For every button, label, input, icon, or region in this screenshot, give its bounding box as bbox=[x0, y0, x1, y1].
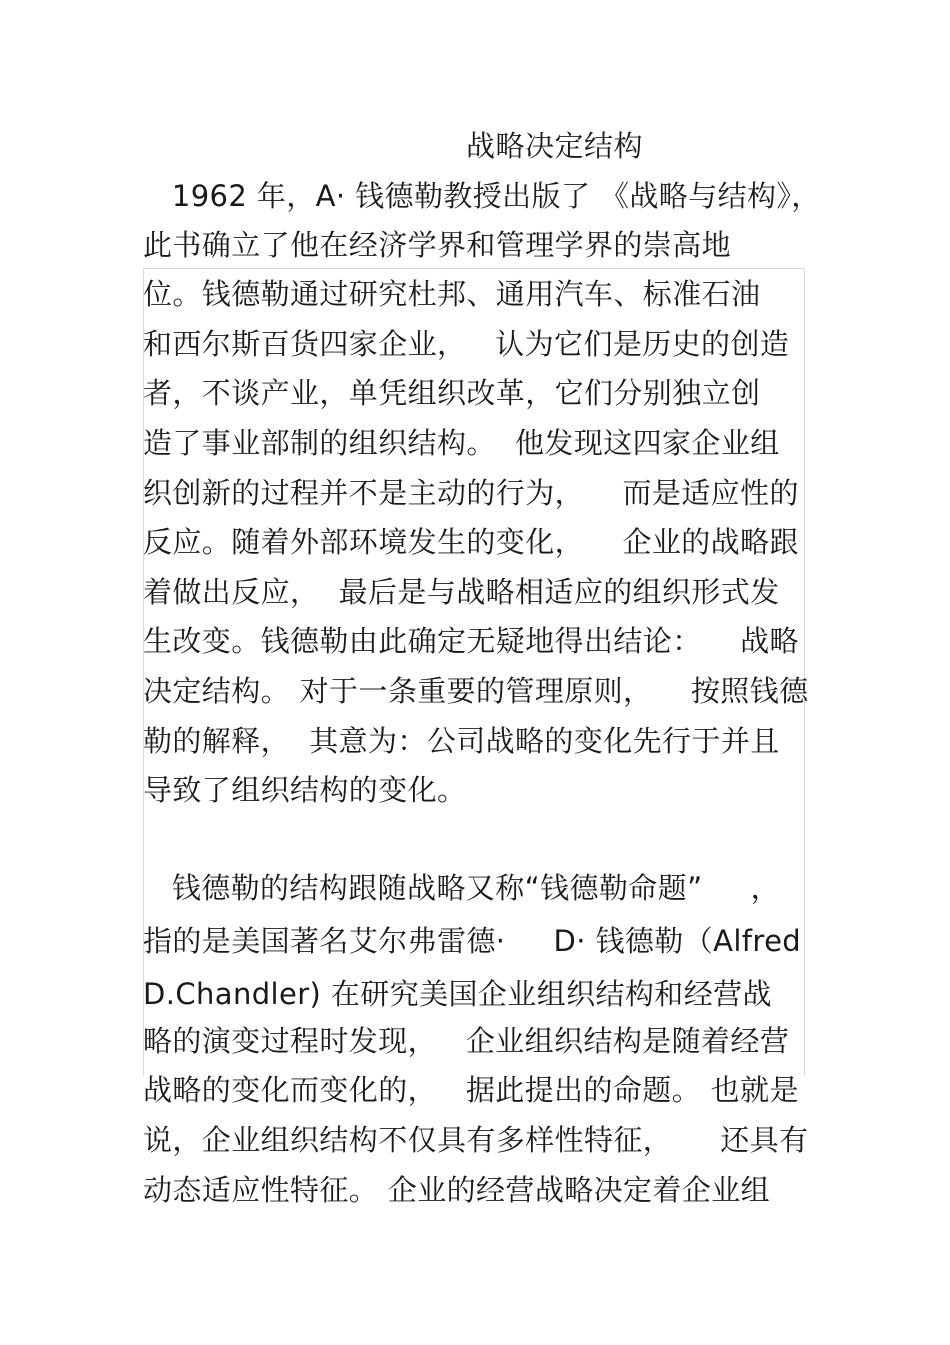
paragraph1-line-11: 决定结构。 对于一条重要的管理原则， 按照钱德 bbox=[143, 674, 809, 708]
paragraph2-line-2: 指的是美国著名艾尔弗雷德· D· 钱德勒（Alfred bbox=[143, 924, 802, 958]
paragraph1-line-4: 和西尔斯百货四家企业， 认为它们是历史的创造 bbox=[143, 327, 790, 361]
paragraph1-line-7: 织创新的过程并不是主动的行为， 而是适应性的 bbox=[143, 476, 799, 510]
paragraph1-line-10: 生改变。钱德勒由此确定无疑地得出结论： 战略 bbox=[143, 624, 799, 658]
paragraph1-line-6: 造了事业部制的组织结构。 他发现这四家企业组 bbox=[143, 426, 780, 460]
document-title: 战略决定结构 bbox=[466, 129, 644, 163]
paragraph1-line-2: 此书确立了他在经济学界和管理学界的崇高地 bbox=[143, 228, 732, 262]
paragraph1-line-13: 导致了组织结构的变化。 bbox=[143, 773, 467, 807]
paragraph1-line-1: 1962 年，A· 钱德勒教授出版了 《战略与结构》， bbox=[143, 179, 821, 213]
paragraph1-line-8: 反应。随着外部环境发生的变化， 企业的战略跟 bbox=[143, 525, 799, 559]
paragraph1-line-9: 着做出反应， 最后是与战略相适应的组织形式发 bbox=[143, 575, 780, 609]
paragraph2-line-6: 说，企业组织结构不仅具有多样性特征， 还具有 bbox=[143, 1123, 809, 1157]
paragraph2-line-7: 动态适应性特征。 企业的经营战略决定着企业组 bbox=[143, 1173, 771, 1207]
paragraph1-line-5: 者，不谈产业，单凭组织改革，它们分别独立创 bbox=[143, 376, 761, 410]
paragraph2-line-5: 战略的变化而变化的， 据此提出的命题。 也就是 bbox=[143, 1073, 799, 1107]
paragraph2-line-1: 钱德勒的结构跟随战略又称“钱德勒命题” ， bbox=[143, 871, 780, 905]
frame-top-border bbox=[143, 268, 805, 269]
paragraph2-line-3: D.Chandler) 在研究美国企业组织结构和经营战 bbox=[143, 977, 772, 1011]
paragraph1-line-12: 勒的解释， 其意为：公司战略的变化先行于并且 bbox=[143, 724, 780, 758]
paragraph1-line-3: 位。钱德勒通过研究杜邦、通用汽车、标准石油 bbox=[143, 277, 761, 311]
paragraph2-line-4: 略的演变过程时发现， 企业组织结构是随着经营 bbox=[143, 1024, 790, 1058]
